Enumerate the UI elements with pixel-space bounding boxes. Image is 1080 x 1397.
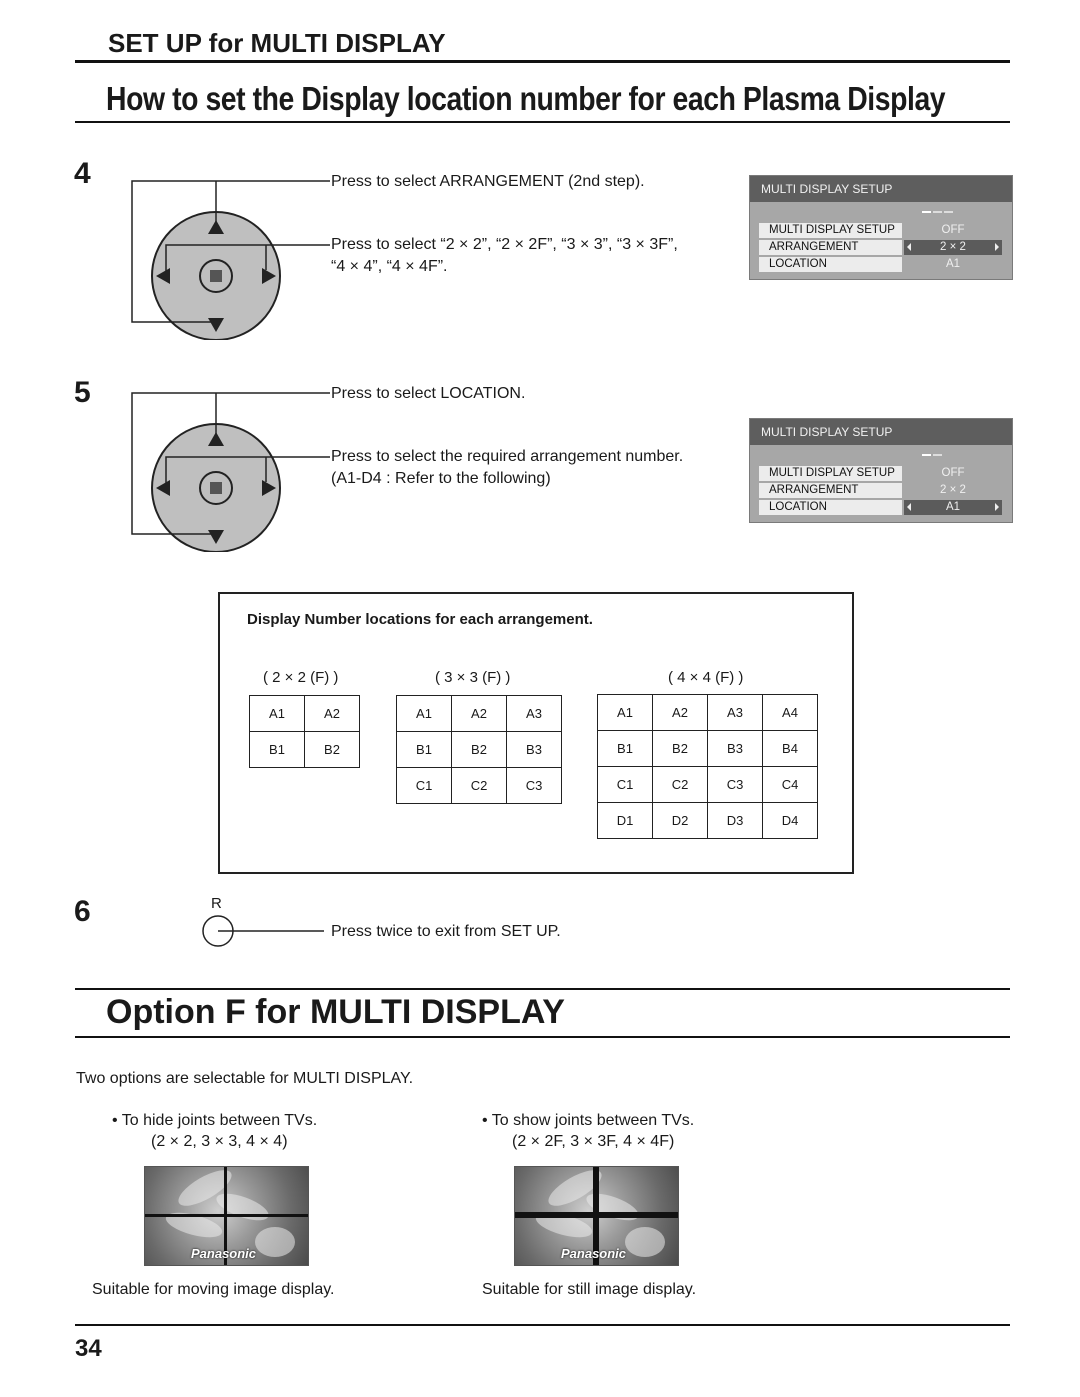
title-rule xyxy=(75,121,1010,123)
step-4-number: 4 xyxy=(74,157,91,190)
grid-cell: A2 xyxy=(653,695,708,731)
hide-joints-image xyxy=(144,1166,309,1266)
grid-cell: D2 xyxy=(653,803,708,839)
option-bottom-rule xyxy=(75,1036,1010,1038)
grid-cell: C3 xyxy=(708,767,763,803)
option-top-rule xyxy=(75,988,1010,990)
show-joints-text: • To show joints between TVs. xyxy=(482,1112,695,1129)
grid-3x3 xyxy=(396,695,562,804)
left-arrow-icon xyxy=(907,243,911,251)
step-5-leftright-instruction-1: Press to select the required arrangement number. xyxy=(331,448,684,465)
osd-row-location[interactable]: LOCATION A1 xyxy=(759,500,1002,515)
osd-row-location[interactable]: LOCATION A1 xyxy=(759,257,1002,272)
section-title: SET UP for MULTI DISPLAY xyxy=(108,28,446,58)
grid-3x3-label: ( 3 × 3 (F) ) xyxy=(435,669,511,686)
r-button-label: R xyxy=(211,895,222,912)
step-6-instruction: Press twice to exit from SET UP. xyxy=(331,923,561,940)
page-number: 34 xyxy=(75,1335,102,1362)
grid-cell: B2 xyxy=(653,731,708,767)
r-button-icon xyxy=(200,913,325,949)
grid-cell: C1 xyxy=(397,768,452,804)
page-title: How to set the Display location number for each Plasma Display xyxy=(106,80,946,117)
grid-cell: C4 xyxy=(763,767,818,803)
osd-page-indicator xyxy=(750,445,1012,459)
show-joints-image xyxy=(514,1166,679,1266)
step-6-number: 6 xyxy=(74,895,91,928)
grid-cell: C3 xyxy=(507,768,562,804)
step-4-remote-dpad xyxy=(130,170,330,340)
grid-2x2-label: ( 2 × 2 (F) ) xyxy=(263,669,339,686)
show-joints-formats: (2 × 2F, 3 × 3F, 4 × 4F) xyxy=(512,1133,675,1150)
grid-cell: B1 xyxy=(598,731,653,767)
hide-joints-text: • To hide joints between TVs. xyxy=(112,1112,318,1129)
step-5-updown-instruction: Press to select LOCATION. xyxy=(331,385,526,402)
step-5-number: 5 xyxy=(74,376,91,409)
right-arrow-icon xyxy=(995,243,999,251)
grid-cell: C1 xyxy=(598,767,653,803)
osd-row-multi-display-setup[interactable]: MULTI DISPLAY SETUP OFF xyxy=(759,223,1002,238)
brand-logo: Panasonic xyxy=(191,1246,257,1261)
osd-row-arrangement[interactable]: ARRANGEMENT 2 × 2 xyxy=(759,483,1002,498)
grid-cell: D3 xyxy=(708,803,763,839)
osd-menu-title: MULTI DISPLAY SETUP xyxy=(750,176,1012,202)
grid-cell: A1 xyxy=(397,696,452,732)
grid-cell: D1 xyxy=(598,803,653,839)
option-intro: Two options are selectable for MULTI DISPLAY. xyxy=(76,1070,414,1087)
grid-cell: B1 xyxy=(250,732,305,768)
step-4-leftright-instruction-2: “4 × 4”, “4 × 4F”. xyxy=(331,258,448,275)
grid-cell: C2 xyxy=(452,768,507,804)
osd-row-arrangement[interactable]: ARRANGEMENT 2 × 2 xyxy=(759,240,1002,255)
grid-cell: C2 xyxy=(653,767,708,803)
hide-joints-caption: Suitable for moving image display. xyxy=(92,1281,335,1298)
osd-row-multi-display-setup[interactable]: MULTI DISPLAY SETUP OFF xyxy=(759,466,1002,481)
grid-4x4-label: ( 4 × 4 (F) ) xyxy=(668,669,744,686)
grid-cell: A2 xyxy=(305,696,360,732)
right-arrow-icon xyxy=(995,503,999,511)
step-4-osd-menu xyxy=(749,175,1013,280)
grid-cell: A2 xyxy=(452,696,507,732)
grid-cell: A3 xyxy=(708,695,763,731)
step-5-leftright-instruction-2: (A1-D4 : Refer to the following) xyxy=(331,470,551,487)
osd-page-indicator xyxy=(750,202,1012,216)
step-4-leftright-instruction-1: Press to select “2 × 2”, “2 × 2F”, “3 × 3”, “3 × 3F”, xyxy=(331,236,678,253)
grid-cell: D4 xyxy=(763,803,818,839)
grid-cell: A3 xyxy=(507,696,562,732)
grid-cell: A1 xyxy=(598,695,653,731)
grid-cell: B2 xyxy=(452,732,507,768)
grid-cell: B3 xyxy=(507,732,562,768)
left-arrow-icon xyxy=(907,503,911,511)
grid-cell: B3 xyxy=(708,731,763,767)
footer-rule xyxy=(75,1324,1010,1326)
brand-logo: Panasonic xyxy=(561,1246,627,1261)
step-5-osd-menu xyxy=(749,418,1013,523)
grid-4x4 xyxy=(597,694,818,839)
grid-cell: B2 xyxy=(305,732,360,768)
option-title: Option F for MULTI DISPLAY xyxy=(106,993,565,1031)
step-5-remote-dpad xyxy=(130,382,330,552)
grid-cell: A1 xyxy=(250,696,305,732)
header-rule xyxy=(75,60,1010,63)
grid-cell: A4 xyxy=(763,695,818,731)
grid-2x2 xyxy=(249,695,360,768)
grid-cell: B4 xyxy=(763,731,818,767)
show-joints-caption: Suitable for still image display. xyxy=(482,1281,697,1298)
osd-menu-title: MULTI DISPLAY SETUP xyxy=(750,419,1012,445)
locations-title: Display Number locations for each arrangement. xyxy=(247,611,593,628)
hide-joints-formats: (2 × 2, 3 × 3, 4 × 4) xyxy=(151,1133,288,1150)
grid-cell: B1 xyxy=(397,732,452,768)
step-4-updown-instruction: Press to select ARRANGEMENT (2nd step). xyxy=(331,173,645,190)
